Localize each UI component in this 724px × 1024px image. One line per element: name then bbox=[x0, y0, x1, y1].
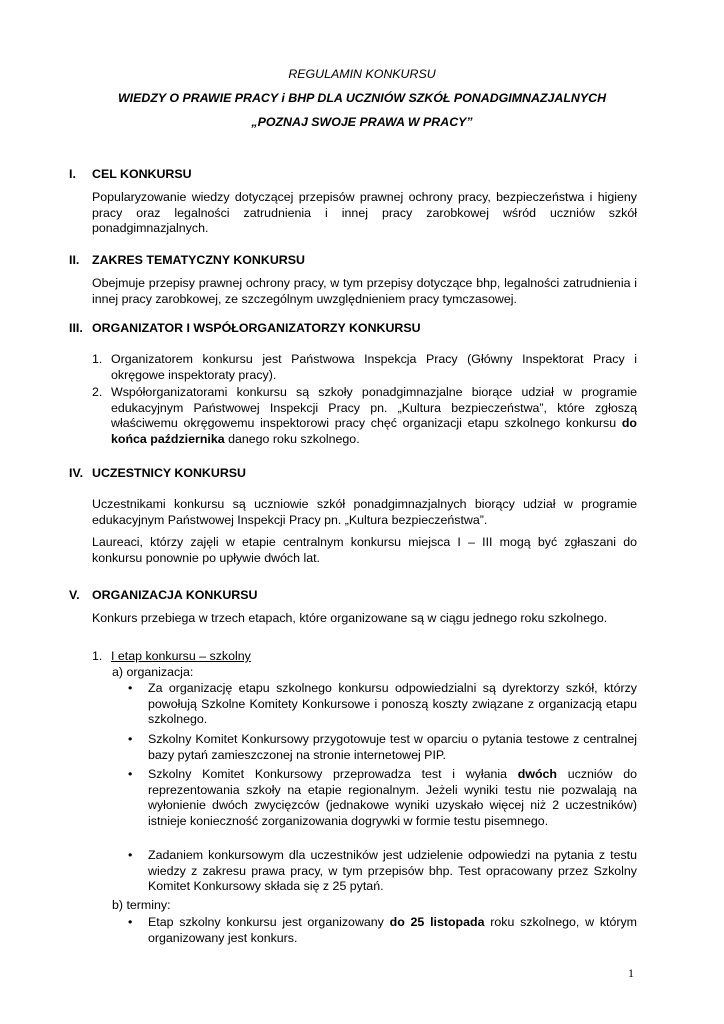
bullet-icon: • bbox=[128, 915, 133, 929]
list-item-text: Organizatorem konkursu jest Państwowa Inspekcja Pracy (Główny Inspektorat Pracy i okręgowe inspektoraty pracy). bbox=[111, 352, 637, 382]
sub-label-deadlines: b) terminy: bbox=[112, 898, 171, 912]
section-number: I. bbox=[69, 167, 76, 181]
section-5-intro: Konkurs przebiega w trzech etapach, które organizowane są w ciągu jednego roku szkolnego. bbox=[92, 611, 608, 625]
bullet-text: Zadaniem konkursowym dla uczestników jest udzielenie odpowiedzi na pytania z testu wiedzy z zakresu prawa pracy, w tym przepisów bhp. Test opracowany przez Szkolny Komitet Konkursowy składa się z 25 pytań. bbox=[148, 848, 637, 894]
doc-title-line-3: „POZNAJ SWOJE PRAWA W PRACY” bbox=[251, 115, 473, 129]
bullet-icon: • bbox=[128, 848, 133, 862]
section-number: IV. bbox=[69, 466, 84, 480]
text-run: Szkolny Komitet Konkursowy przeprowadza test i wyłania bbox=[148, 767, 518, 781]
section-title: ORGANIZACJA KONKURSU bbox=[92, 588, 258, 602]
list-item-text bbox=[111, 385, 637, 447]
bullet-text bbox=[148, 915, 637, 946]
list-item bbox=[128, 732, 637, 763]
section-number: II. bbox=[69, 253, 80, 267]
section-title: UCZESTNICY KONKURSU bbox=[92, 466, 246, 480]
doc-title-line-1: REGULAMIN KONKURSU bbox=[288, 67, 436, 81]
list-item bbox=[128, 848, 637, 895]
section-title: ORGANIZATOR I WSPÓŁORGANIZATORZY KONKURSU bbox=[92, 321, 421, 335]
list-item bbox=[128, 681, 637, 728]
list-number: 1. bbox=[92, 649, 103, 663]
sub-label-organization: a) organizacja: bbox=[112, 665, 194, 679]
text-run: danego roku szkolnego. bbox=[224, 431, 360, 446]
bullet-text bbox=[148, 767, 637, 829]
section-heading-2 bbox=[69, 253, 649, 269]
section-number: V. bbox=[69, 588, 80, 602]
section-4-paragraph-2: Laureaci, którzy zajęli w etapie centralnym konkursu miejsca I – III mogą być zgłaszani do konkursu ponownie po upływie dwóch lat. bbox=[92, 535, 637, 565]
doc-title-line-2: WIEDZY O PRAWIE PRACY i BHP DLA UCZNIÓW SZKÓŁ PONADGIMNAZJALNYCH bbox=[117, 91, 607, 105]
text-run: Etap szkolny konkursu jest organizowany bbox=[148, 915, 390, 929]
list-item bbox=[92, 352, 637, 383]
bullet-icon: • bbox=[128, 767, 133, 781]
section-title: CEL KONKURSU bbox=[92, 167, 192, 181]
list-item bbox=[128, 915, 637, 946]
text-run: roku szkolnego, w którym organizowany jest konkurs. bbox=[148, 915, 637, 945]
bullet-icon: • bbox=[128, 681, 133, 695]
list-item bbox=[128, 767, 637, 829]
section-4-paragraph-1: Uczestnikami konkursu są uczniowie szkół ponadgimnazjalnych biorący udział w programie edukacyjnym Państwowej Inspekcji Pracy pn. „Kultura bezpieczeństwa”. bbox=[92, 497, 637, 527]
bold-deadline: do końca października bbox=[111, 416, 637, 446]
section-title: ZAKRES TEMATYCZNY KONKURSU bbox=[92, 253, 305, 267]
page-number: 1 bbox=[628, 966, 634, 980]
section-2-text: Obejmuje przepisy prawnej ochrony pracy, w tym przepisy dotyczące bhp, legalności zatrudnienia i innej pracy zarobkowej, ze szczególnym uwzględnieniem pracy tymczasowej. bbox=[92, 276, 637, 306]
bullet-text: Za organizację etapu szkolnego konkursu odpowiedzialni są dyrektorzy szkół, którzy powołują Szkolne Komitety Konkursowe i ponoszą koszty związane z organizacją etapu szkolnego. bbox=[148, 681, 637, 727]
text-run: Współorganizatorami konkursu są szkoły ponadgimnazjalne biorące udział w programie edukacyjnym Państwowej Inspekcji Pracy pn. „Kultura bezpieczeństwa”, które zgłoszą właściwemu okręgowemu inspektorowi pracy chęć organizacji etapu szkolnego konkursu bbox=[111, 385, 637, 431]
text-run: uczniów do reprezentowania szkoły na etapie regionalnym. Jeżeli wyniki testu nie pozwalają na wyłonienie dwóch zwycięzców (jednakowe wyniki uzyskało więcej niż 2 uczestników) istnieje konieczność zorganizowania dogrywki w formie testu pisemnego. bbox=[148, 767, 637, 828]
section-heading-1 bbox=[69, 167, 649, 183]
stage-heading: I etap konkursu – szkolny bbox=[111, 649, 251, 663]
section-heading-5 bbox=[69, 588, 649, 604]
list-number: 1. bbox=[92, 352, 103, 366]
bullet-text: Szkolny Komitet Konkursowy przygotowuje test w oparciu o pytania testowe z centralnej bazy pytań zamieszczonej na stronie internetowej PIP. bbox=[148, 732, 637, 762]
section-number: III. bbox=[69, 321, 83, 335]
section-heading-3 bbox=[69, 321, 649, 337]
section-heading-4 bbox=[69, 466, 649, 482]
list-item bbox=[92, 385, 637, 447]
bullet-icon: • bbox=[128, 732, 133, 746]
section-1-text: Popularyzowanie wiedzy dotyczącej przepisów prawnej ochrony pracy, bezpieczeństwa i higieny pracy oraz legalności zatrudnienia i innej pracy zarobkowej wśród uczniów szkół ponadgimnazjalnych. bbox=[92, 190, 637, 236]
bold-count: dwóch bbox=[517, 767, 558, 781]
list-item bbox=[92, 649, 637, 665]
bold-deadline: do 25 listopada bbox=[389, 915, 485, 929]
list-number: 2. bbox=[92, 385, 103, 399]
